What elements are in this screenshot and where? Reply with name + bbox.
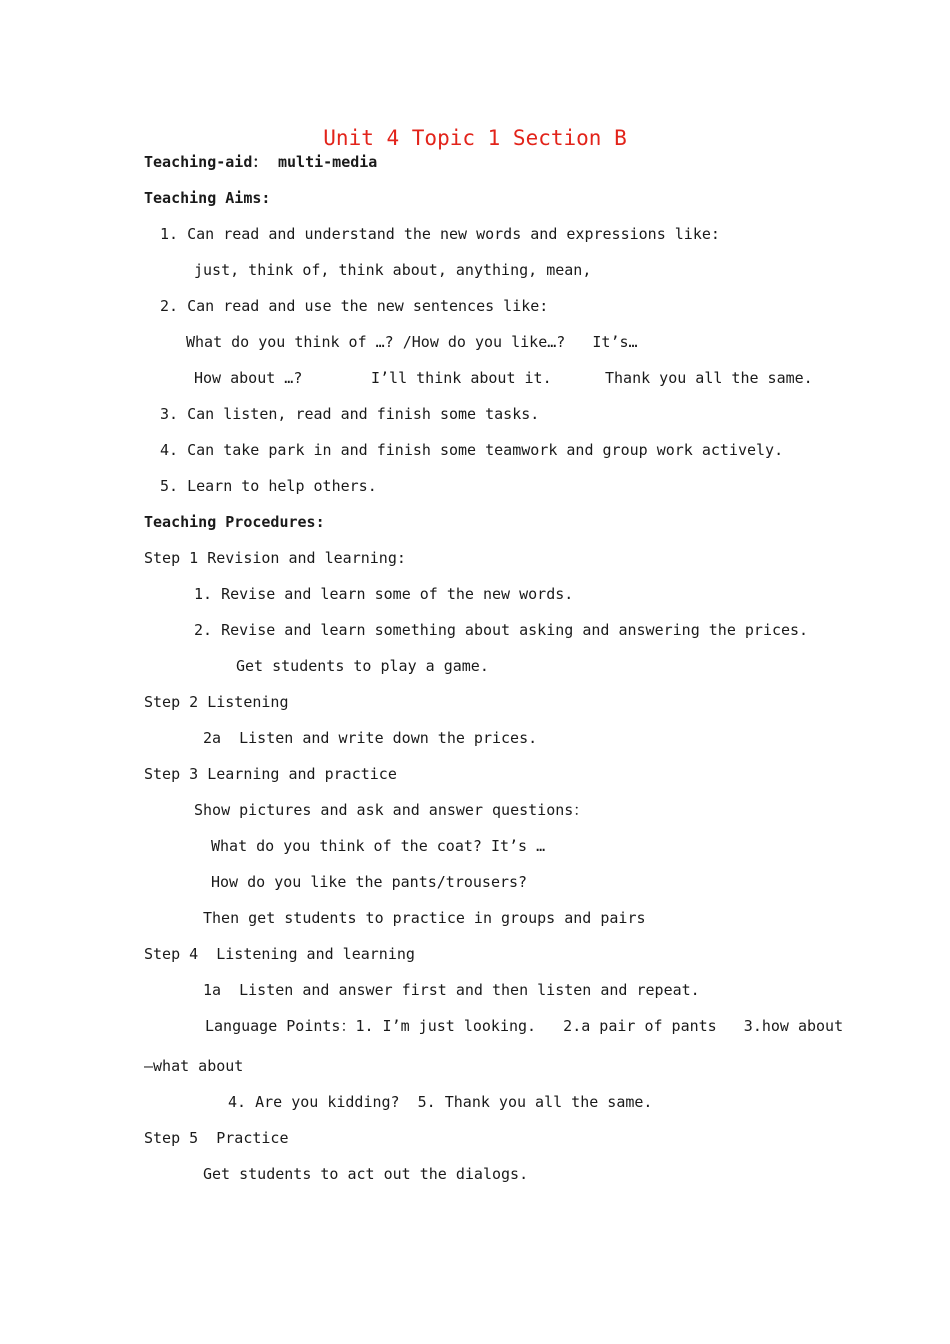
step-3-line-1: Show pictures and ask and answer questions： <box>194 801 589 819</box>
aim-item-1-words: just, think of, think about, anything, mean, <box>194 261 592 279</box>
step-1-line-1: 1. Revise and learn some of the new words. <box>194 585 574 603</box>
aim-item-2-sentences-1: What do you think of …? /How do you like…? It’s… <box>186 333 638 351</box>
step-1-line-3: Get students to play a game. <box>236 657 489 675</box>
page-title: Unit 4 Topic 1 Section B <box>323 126 627 150</box>
aim-item-4: 4. Can take park in and finish some teamwork and group work actively. <box>160 441 784 459</box>
aim-item-2-sentence-thank-you: Thank you all the same. <box>605 369 813 387</box>
step-2-line-1: 2a Listen and write down the prices. <box>203 729 538 747</box>
aim-item-2-sentence-think-about: I’ll think about it. <box>371 369 552 387</box>
step-2-title: Step 2 Listening <box>144 693 289 711</box>
step-3-title: Step 3 Learning and practice <box>144 765 397 783</box>
step-4-line-4: 4. Are you kidding? 5. Thank you all the same. <box>228 1093 653 1111</box>
step-1-title: Step 1 Revision and learning: <box>144 549 406 567</box>
teaching-procedures-heading: Teaching Procedures: <box>144 513 325 531</box>
aim-item-2-sentence-how-about: How about …? <box>194 369 303 387</box>
aim-item-1: 1. Can read and understand the new words and expressions like: <box>160 225 720 243</box>
step-4-language-points-cont: —what about <box>144 1057 244 1075</box>
step-5-title: Step 5 Practice <box>144 1129 289 1147</box>
teaching-aims-heading: Teaching Aims: <box>144 189 271 207</box>
step-4-language-points: Language Points：1. I’m just looking. 2.a pair of pants 3.how about <box>205 1017 844 1035</box>
step-5-line-1: Get students to act out the dialogs. <box>203 1165 529 1183</box>
teaching-aid-label: Teaching-aid： <box>144 153 268 171</box>
teaching-aid-value: multi-media <box>278 153 378 171</box>
aim-item-5: 5. Learn to help others. <box>160 477 377 495</box>
step-3-line-4: Then get students to practice in groups and pairs <box>203 909 646 927</box>
step-4-line-1: 1a Listen and answer first and then listen and repeat. <box>203 981 700 999</box>
aim-item-3: 3. Can listen, read and finish some tasks. <box>160 405 540 423</box>
step-3-line-3: How do you like the pants/trousers? <box>211 873 528 891</box>
aim-item-2: 2. Can read and use the new sentences like: <box>160 297 549 315</box>
step-4-title: Step 4 Listening and learning <box>144 945 415 963</box>
step-3-line-2: What do you think of the coat? It’s … <box>211 837 546 855</box>
step-1-line-2: 2. Revise and learn something about asking and answering the prices. <box>194 621 809 639</box>
